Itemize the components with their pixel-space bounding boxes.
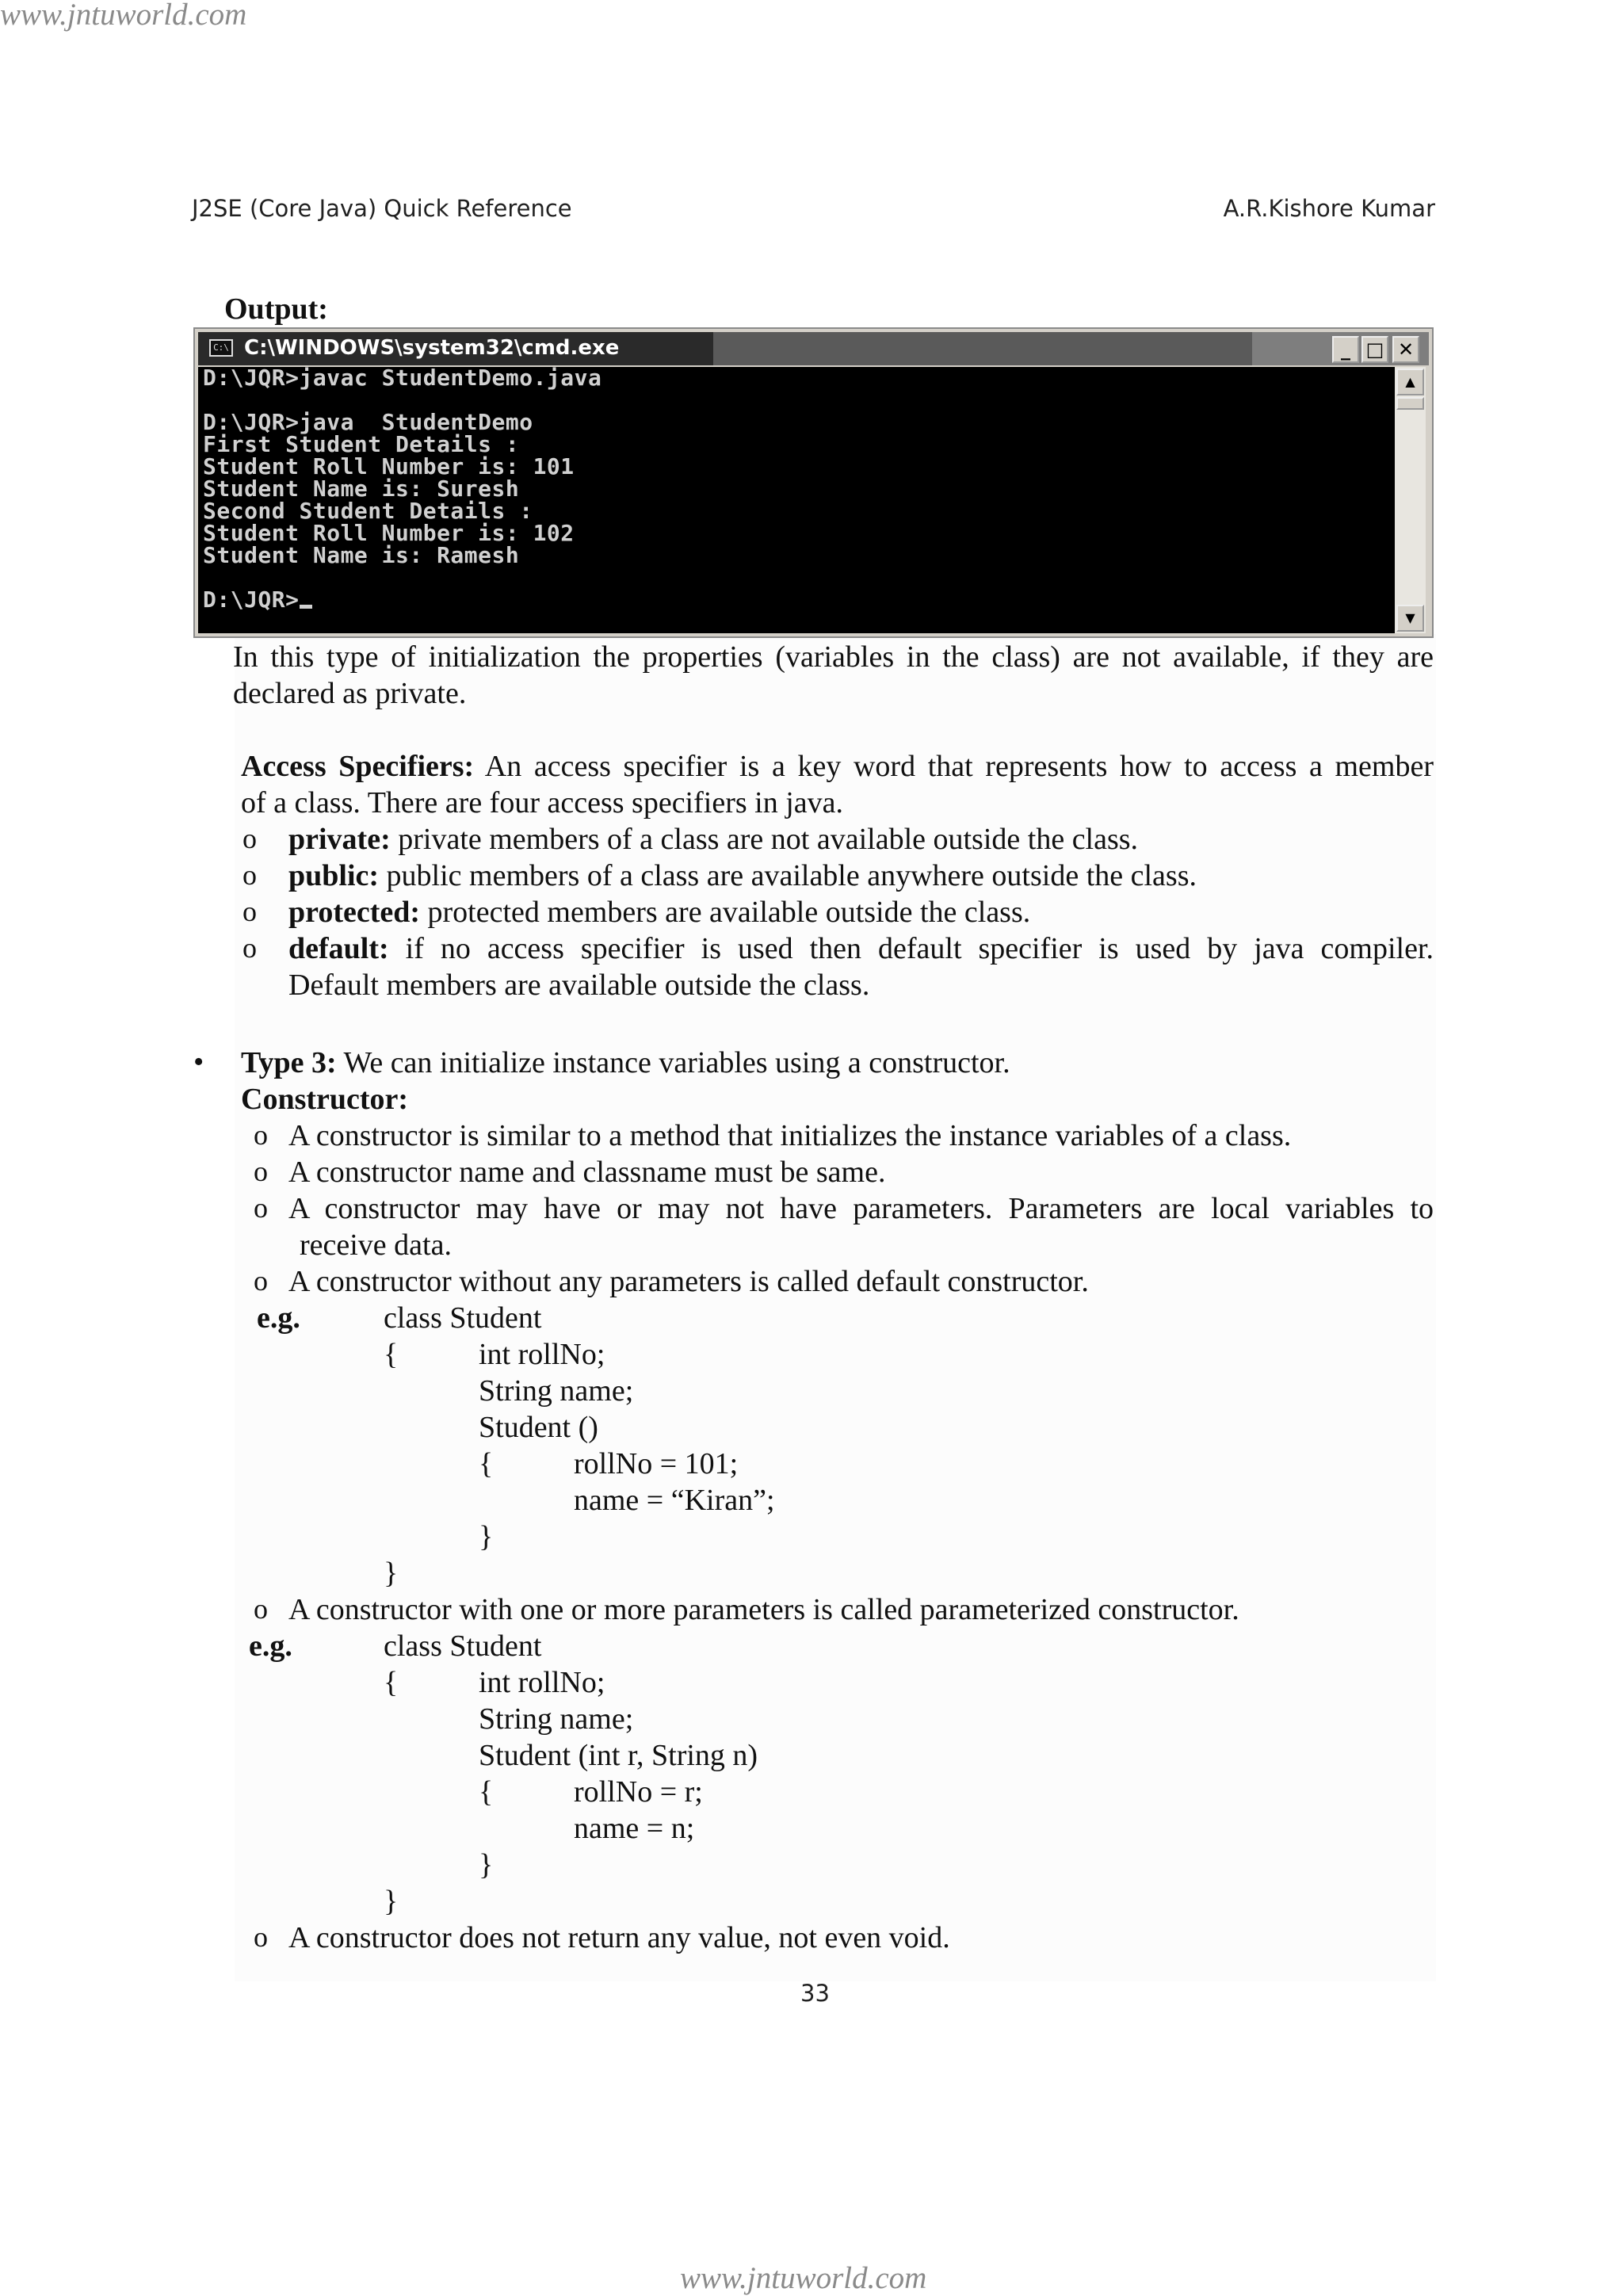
code-line: rollNo = r; [574,1775,703,1809]
console-line: First Student Details : [203,431,520,457]
code-line: } [384,1557,399,1590]
console-line: Student Roll Number is: 102 [203,520,575,546]
access-item-default-cont: Default members are available outside the class. [288,968,870,1002]
constructor-point-4: A constructor without any parameters is called default constructor. [288,1265,1089,1298]
constructor-point-2: A constructor name and classname must be same. [288,1156,886,1189]
console-line: D:\JQR>java StudentDemo [203,409,533,435]
arrow-down-icon: ▼ [1405,610,1415,625]
cmd-console[interactable] [198,367,1395,633]
access-heading: Access Specifiers: [241,750,475,783]
access-text-1: An access specifier is a key word that represents how to access a member [474,750,1434,783]
example-label [257,1300,300,1336]
code-line: } [479,1848,494,1881]
code-line: rollNo = 101; [574,1447,739,1480]
header-author: A.R.Kishore Kumar [1223,195,1435,222]
type3-line [241,1045,1010,1081]
arrow-up-icon: ▲ [1405,374,1415,389]
list-marker: o [254,1593,268,1625]
list-marker: o [242,859,257,891]
access-item-protected [288,894,1030,930]
access-desc: if no access specifier is used then default specifier is used by java compiler. [388,932,1434,965]
intro-line-1: In this type of initialization the properties (variables in the class) are not available, if they are [233,640,1434,674]
cmd-scrollbar[interactable] [1395,367,1426,633]
scroll-down-button[interactable] [1396,605,1424,632]
list-marker: o [254,1119,268,1151]
constructor-point-5: A constructor with one or more parameters is called parameterized constructor. [288,1593,1239,1626]
access-term: protected: [288,896,421,929]
constructor-point-1: A constructor is similar to a method that initializes the instance variables of a class. [288,1119,1292,1152]
console-cursor [300,605,312,609]
list-marker: o [242,896,257,927]
code-line: { [479,1447,494,1480]
access-item-private [288,821,1138,858]
access-term: default: [288,932,389,965]
page-number: 33 [800,1980,830,2007]
code-line: String name; [479,1702,634,1736]
console-prompt-line [198,586,1395,613]
code-line: int rollNo; [479,1338,605,1371]
cmd-title-bar[interactable] [198,332,1429,365]
minimize-icon: _ [1341,338,1350,361]
console-line: Student Name is: Ramesh [203,542,520,568]
access-desc: public members of a class are available anywhere outside the class. [379,859,1197,892]
maximize-icon: □ [1365,338,1384,361]
constructor-heading-text: Constructor: [241,1083,409,1116]
code-line: } [384,1885,399,1918]
console-prompt: D:\JQR> [203,586,300,613]
access-item-public [288,858,1197,894]
code-line: String name; [479,1374,634,1408]
constructor-point-3: A constructor may have or may not have parameters. Parameters are local variables to [288,1192,1434,1225]
example-label [249,1628,292,1664]
code-line: class Student [384,1301,542,1335]
code-line: { [384,1666,399,1699]
console-line: D:\JQR>javac StudentDemo.java [203,367,602,391]
scroll-up-button[interactable] [1396,369,1424,395]
list-marker: o [254,1192,268,1224]
access-term: public: [288,859,380,892]
code-line: Student () [479,1411,598,1444]
list-marker: o [254,1265,268,1297]
watermark-top: www.jntuworld.com [0,0,247,32]
list-marker: o [242,932,257,964]
code-line: int rollNo; [479,1666,605,1699]
cmd-title-text: C:\WINDOWS\system32\cmd.exe [244,336,620,360]
scroll-thumb[interactable] [1396,397,1424,410]
close-icon: ✕ [1397,338,1415,361]
console-line: Second Student Details : [203,498,533,524]
code-line: class Student [384,1629,542,1663]
access-intro-line-2: of a class. There are four access specifiers in java. [241,786,843,819]
close-button[interactable] [1392,336,1419,363]
type3-text: We can initialize instance variables using a constructor. [336,1046,1010,1079]
access-term: private: [288,823,391,856]
code-line: Student (int r, String n) [479,1739,758,1772]
example-label-text: e.g. [249,1629,292,1663]
code-line: { [479,1775,494,1809]
minimize-button[interactable] [1332,336,1359,363]
code-line: { [384,1338,399,1371]
type3-heading: Type 3: [241,1046,337,1079]
code-line: name = n; [574,1812,695,1845]
constructor-point-3-cont: receive data. [300,1228,452,1262]
maximize-button[interactable] [1361,336,1388,363]
watermark-bottom: www.jntuworld.com [680,2261,927,2295]
console-line [198,567,1395,589]
list-marker: o [254,1921,268,1953]
console-line: Student Roll Number is: 101 [203,453,575,479]
list-marker: o [254,1156,268,1187]
cmd-app-icon: C:\ [209,339,233,357]
cmd-window [193,327,1434,638]
access-desc: private members of a class are not available outside the class. [390,823,1139,856]
intro-line-2: declared as private. [233,677,467,710]
console-line: Student Name is: Suresh [203,476,520,502]
output-label: Output: [224,292,328,326]
constructor-point-6: A constructor does not return any value, not even void. [288,1921,950,1954]
list-marker: o [242,823,257,854]
example-label-text: e.g. [257,1301,300,1335]
access-desc: protected members are available outside the class. [420,896,1031,929]
code-line: name = “Kiran”; [574,1484,775,1517]
access-item-default [288,930,1434,967]
access-intro-line-1 [241,748,1434,785]
constructor-heading [241,1081,408,1117]
bullet-marker: • [193,1045,204,1079]
code-line: } [479,1520,494,1553]
header-title: J2SE (Core Java) Quick Reference [192,195,572,222]
console-line [198,389,1395,411]
